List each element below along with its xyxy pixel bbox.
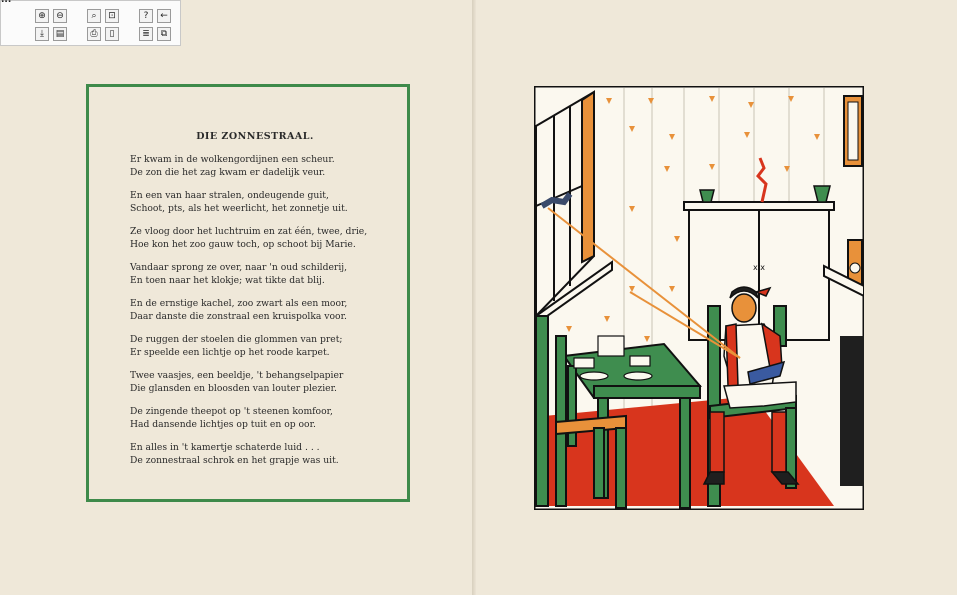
stanza [130,297,380,323]
text-icon[interactable]: ≣ [139,27,153,41]
poem-line: De zingende theepot op 't steenen komfoor, [130,406,333,417]
help-icon[interactable]: ? [139,9,153,23]
back-arrow-icon[interactable]: ← [157,9,171,23]
search-icon[interactable]: ⌕ [87,9,101,23]
zoom-in-icon[interactable]: ⊕ [35,9,49,23]
poem-line: Die glansden en bloosden van louter plezier. [130,383,337,394]
viewer-toolbar [0,0,181,46]
poem-line: De zon die het zag kwam er dadelijk veur. [130,167,326,178]
room-illustration [534,86,864,510]
poem-line: En toen naar het klokje; wat tikte dat blij. [130,275,325,286]
poem-line: Hoe kon het zoo gauw toch, op schoot bij Marie. [130,239,356,250]
toolbar-title: ... [1,0,12,5]
poem-line: En alles in 't kamertje schaterde luid . . . [130,442,320,453]
stove [840,336,864,486]
left-page [0,0,475,595]
poem-line: De ruggen der stoelen die glommen van pret; [130,334,343,345]
poem-title: DIE ZONNESTRAAL. [196,131,314,142]
stanza [130,441,380,467]
zoom-out-icon[interactable]: ⊖ [53,9,67,23]
poem-line: Had dansende lichtjes op tuit en op oor. [130,419,316,430]
stanza [130,261,380,287]
poem [130,130,380,477]
fullscreen-icon[interactable]: ⧉ [157,27,171,41]
save-icon[interactable]: ▤ [53,27,67,41]
stanza [130,153,380,179]
cabinet [684,202,834,340]
zoom-fit-icon[interactable]: ⊡ [105,9,119,23]
poem-line: Twee vaasjes, een beeldje, 't behangselpapier [130,370,344,381]
poem-line: De zonnestraal schrok en het grapje was uit. [130,455,339,466]
stanza [130,225,380,251]
poem-line: En de ernstige kachel, zoo zwart als een moor, [130,298,348,309]
poem-line: Er kwam in de wolkengordijnen een scheur. [130,154,335,165]
poem-line: Ze vloog door het luchtruim en zat één, twee, drie, [130,226,368,237]
svg-text:x x: x x [753,263,766,272]
download-icon[interactable]: ⤓ [35,27,49,41]
poem-line: Schoot, pts, als het weerlicht, het zonnetje uit. [130,203,348,214]
poem-line: En een van haar stralen, ondeugende guit, [130,190,329,201]
poem-line: Er speelde een lichtje op het roode karpet. [130,347,330,358]
poem-line: Vandaar sprong ze over, naar 'n oud schilderij, [130,262,348,273]
poem-line: Daar danste die zonstraal een kruispolka voor. [130,311,347,322]
stanza [130,369,380,395]
page-icon[interactable]: ▯ [105,27,119,41]
stanza [130,405,380,431]
vase-left [700,190,714,202]
print-icon[interactable]: ⎙ [87,27,101,41]
stanza [130,189,380,215]
stanza [130,333,380,359]
